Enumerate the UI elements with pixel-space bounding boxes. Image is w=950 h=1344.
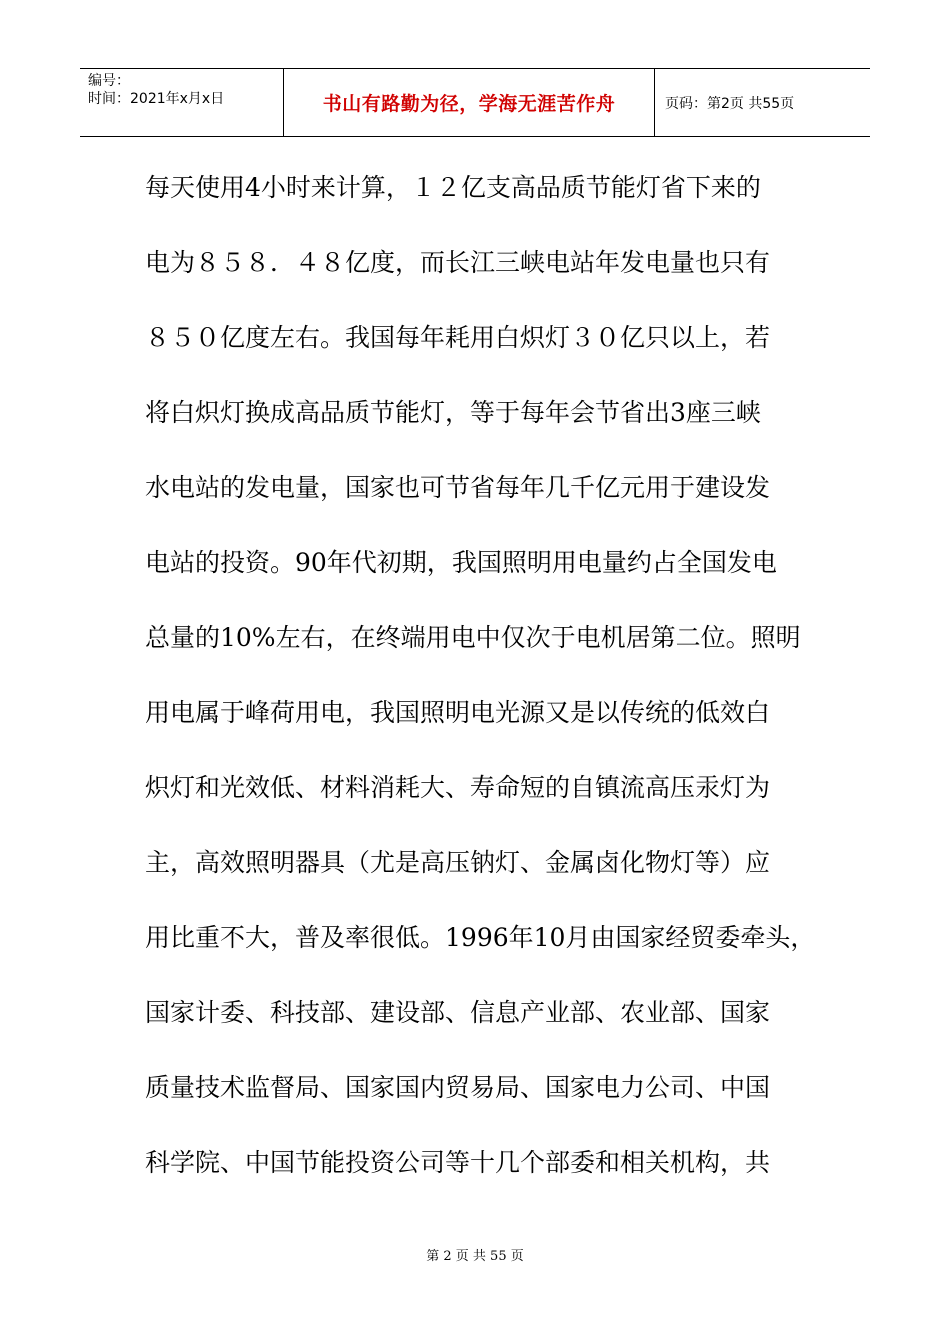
text-line: ８５０亿度左右。我国每年耗用白炽灯３０亿只以上，若 xyxy=(145,323,771,352)
text-line: 电站的投资。90年代初期，我国照明用电量约占全国发电 xyxy=(145,548,777,577)
text-line: 将白炽灯换成高品质节能灯，等于每年会节省出3座三峡 xyxy=(145,398,761,427)
text-line: 科学院、中国节能投资公司等十几个部委和相关机构，共 xyxy=(145,1148,771,1177)
header-motto: 书山有路勤为径，学海无涯苦作舟 xyxy=(322,93,616,115)
header-page-info: 页码：第2页 共55页 xyxy=(665,95,795,112)
text-line: 电为８５８．４８亿度，而长江三峡电站年发电量也只有 xyxy=(145,248,771,277)
document-date: 时间：2021年x月x日 xyxy=(88,91,225,107)
header-motto-cell xyxy=(283,69,655,136)
text-line: 质量技术监督局、国家国内贸易局、国家电力公司、中国 xyxy=(145,1073,771,1102)
body-text xyxy=(145,165,816,1215)
text-line: 水电站的发电量，国家也可节省每年几千亿元用于建设发 xyxy=(145,473,771,502)
text-line: 每天使用4小时来计算，１２亿支高品质节能灯省下来的 xyxy=(145,173,761,202)
text-line: 总量的10%左右，在终端用电中仅次于电机居第二位。照明 xyxy=(145,623,801,652)
header-page-info-cell xyxy=(655,69,870,136)
text-line: 主，高效照明器具（尤是高压钠灯、金属卤化物灯等）应 xyxy=(145,848,771,877)
header-meta xyxy=(80,69,283,136)
document-number: 编号： xyxy=(88,73,130,89)
text-line: 用比重不大，普及率很低。1996年10月由国家经贸委牵头， xyxy=(145,923,816,952)
text-line: 炽灯和光效低、材料消耗大、寿命短的自镇流高压汞灯为 xyxy=(145,773,771,802)
page-header xyxy=(80,68,870,137)
text-line: 用电属于峰荷用电，我国照明电光源又是以传统的低效白 xyxy=(145,698,771,727)
text-line: 国家计委、科技部、建设部、信息产业部、农业部、国家 xyxy=(145,998,771,1027)
page-footer: 第 2 页 共 55 页 xyxy=(426,1249,524,1264)
